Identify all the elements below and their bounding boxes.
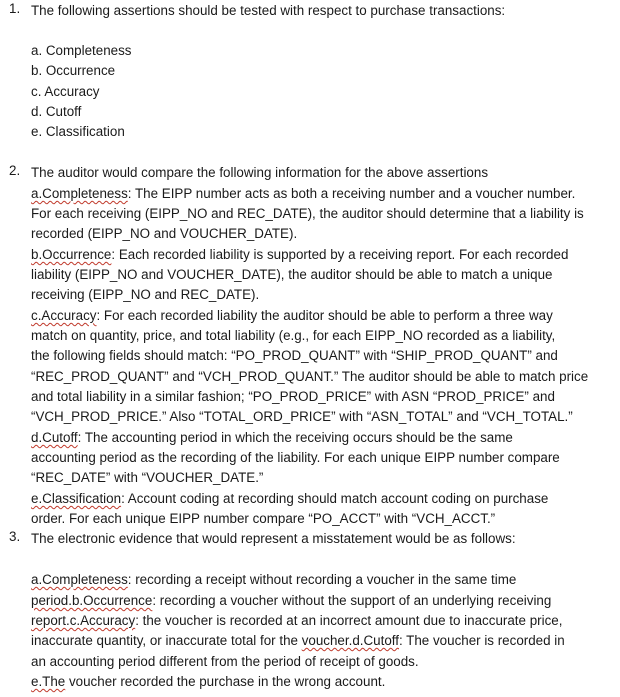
item-3-heading: The electronic evidence that would represent a misstatement would be as follows:	[31, 531, 516, 546]
spell-flag: voucher.d.Cutoff	[301, 633, 399, 648]
item-3-number: 3.	[9, 529, 21, 544]
item-2-line: recorded (EIPP_NO and VOUCHER_DATE).	[31, 226, 298, 241]
item-1-number: 1.	[9, 1, 21, 16]
item-3-line	[31, 631, 565, 651]
item-3-line	[31, 591, 551, 611]
line-text: inaccurate quantity, or inaccurate total for the	[31, 633, 302, 648]
line-text: voucher recorded the purchase in the wrong account.	[65, 674, 386, 689]
item-2-line: “VCH_PROD_PRICE.” Also “TOTAL_ORD_PRICE” with “ASN_TOTAL” and “VCH_TOTAL.”	[31, 409, 573, 424]
line-text: : the voucher is recorded at an incorrect amount due to inaccurate price,	[135, 613, 563, 628]
item-2-line: receiving (EIPP_NO and REC_DATE).	[31, 287, 260, 302]
line-text: : Account coding at recording should match account coding on purchase	[121, 491, 549, 506]
item-2-heading: The auditor would compare the following information for the above assertions	[31, 165, 489, 180]
item-3-line	[31, 611, 562, 631]
spell-flag: e.The	[31, 674, 66, 689]
item-3-line	[31, 570, 516, 590]
spell-flag: report.c.Accuracy	[31, 613, 136, 628]
spell-flag: c.Accuracy	[31, 308, 97, 323]
assertion-occurrence: b. Occurrence	[31, 63, 116, 78]
spell-flag: b.Occurrence	[31, 247, 112, 262]
item-1-heading: The following assertions should be tested with respect to purchase transactions:	[31, 3, 506, 18]
spell-flag: a.Completeness	[31, 572, 128, 587]
item-2-line	[31, 245, 568, 265]
assertion-completeness: a. Completeness	[31, 43, 132, 58]
spell-flag: d.Cutoff	[31, 430, 78, 445]
item-2-line	[31, 184, 575, 204]
item-2-number: 2.	[9, 163, 21, 178]
line-text: : The EIPP number acts as both a receiving number and a voucher number.	[127, 186, 576, 201]
item-2-line: accounting period as the recording of the liability. For each unique EIPP number compare	[31, 450, 560, 465]
item-2-line: “REC_PROD_QUANT” and “VCH_PROD_QUANT.” The auditor should be able to match price	[31, 369, 589, 384]
item-2-line: liability (EIPP_NO and VOUCHER_DATE), the auditor should be able to match a unique	[31, 267, 553, 282]
line-text: : The accounting period in which the receiving occurs should be the same	[77, 430, 513, 445]
item-2-line: match on quantity, price, and total liability (e.g., for each EIPP_NO recorded as a liability,	[31, 328, 556, 343]
line-text: : recording a receipt without recording a voucher in the same time	[127, 572, 517, 587]
item-2-line: and total liability in a similar fashion; “PO_PROD_PRICE” with ASN “PROD_PRICE” and	[31, 389, 555, 404]
line-text: : For each recorded liability the auditor should be able to perform a three way	[96, 308, 553, 323]
assertion-classification: e. Classification	[31, 124, 125, 139]
item-2-line	[31, 306, 553, 326]
item-2-line: the following fields should match: “PO_PROD_QUANT” with “SHIP_PROD_QUANT” and	[31, 348, 558, 363]
assertion-accuracy: c. Accuracy	[31, 84, 100, 99]
line-text: : The voucher is recorded in	[398, 633, 565, 648]
item-2-line: For each receiving (EIPP_NO and REC_DATE), the auditor should determine that a liability is	[31, 206, 584, 221]
item-2-line	[31, 489, 548, 509]
spell-flag: e.Classification	[31, 491, 122, 506]
item-2-line: “REC_DATE” with “VOUCHER_DATE.”	[31, 470, 264, 485]
assertion-cutoff: d. Cutoff	[31, 104, 82, 119]
line-text: : Each recorded liability is supported by a receiving report. For each recorded	[111, 247, 569, 262]
item-3-line: an accounting period different from the period of receipt of goods.	[31, 654, 419, 669]
spell-flag: period.b.Occurrence	[31, 593, 153, 608]
item-2-line	[31, 428, 513, 448]
item-2-line: order. For each unique EIPP number compare “PO_ACCT” with “VCH_ACCT.”	[31, 511, 496, 526]
item-3-line	[31, 672, 385, 692]
line-text: : recording a voucher without the support of an underlying receiving	[152, 593, 552, 608]
spell-flag: a.Completeness	[31, 186, 128, 201]
